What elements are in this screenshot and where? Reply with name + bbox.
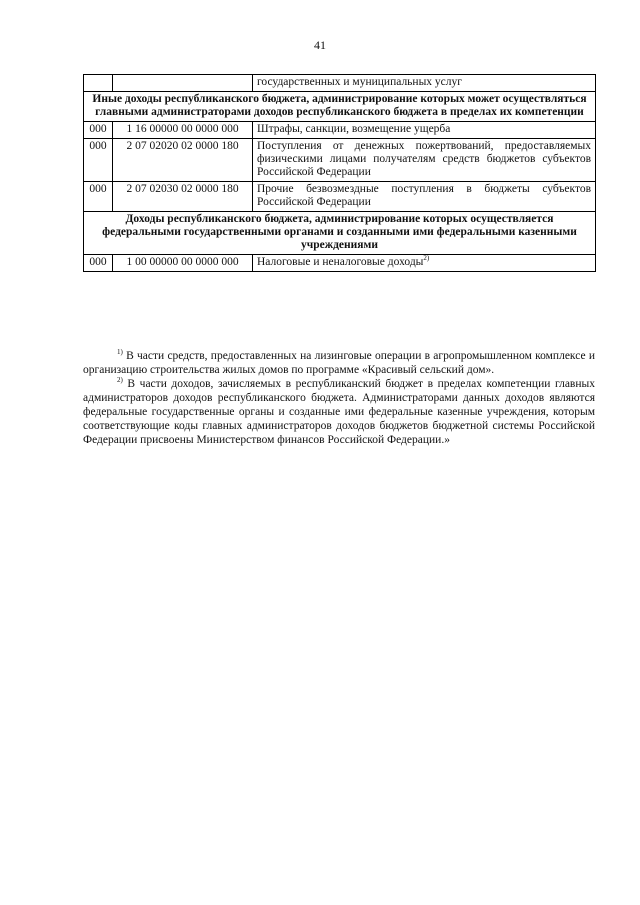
administrator-code-cell xyxy=(84,75,113,92)
table-row xyxy=(84,122,596,139)
budget-classification-code-cell: 2 07 02030 02 0000 180 xyxy=(113,182,253,212)
footnote xyxy=(83,377,595,447)
page-number: 41 xyxy=(314,38,326,52)
footnote-marker: 1) xyxy=(117,348,123,357)
administrator-code-cell: 000 xyxy=(84,182,113,212)
footnote-text: В части средств, предоставленных на лизинговые операции в агропромышленном комплексе и организацию строительства жилых домов по программе «Красивый сельский дом». xyxy=(83,350,595,376)
section-heading-row xyxy=(84,92,596,122)
footnotes xyxy=(83,349,595,447)
revenue-administrators-table xyxy=(83,74,596,272)
section-heading: Иные доходы республиканского бюджета, администрирование которых может осуществляться главными администраторами доходов республиканского бюджета в пределах их компетенции xyxy=(84,92,596,122)
revenue-description-cell xyxy=(253,122,596,139)
revenue-description-cell xyxy=(253,255,596,272)
revenue-description-cell xyxy=(253,182,596,212)
revenue-description: Штрафы, санкции, возмещение ущерба xyxy=(257,123,451,135)
revenue-description-cell xyxy=(253,139,596,182)
table-row xyxy=(84,75,596,92)
budget-classification-code-cell: 1 00 00000 00 0000 000 xyxy=(113,255,253,272)
footnote-marker: 2) xyxy=(117,376,123,385)
footnote-ref: 2) xyxy=(423,254,430,263)
revenue-description: Налоговые и неналоговые доходы xyxy=(257,256,424,268)
table-row xyxy=(84,182,596,212)
footnote xyxy=(83,349,595,377)
administrator-code-cell: 000 xyxy=(84,122,113,139)
revenue-description: Прочие безвозмездные поступления в бюджеты субъектов Российской Федерации xyxy=(257,183,591,208)
footnote-text: В части доходов, зачисляемых в республиканский бюджет в пределах компетенции главных администраторов доходов республиканского бюджета. Администраторами данных доходов являются федеральные государственные органы и созданные ими федеральные казенные учреждения, которым соответствующие коды главных администраторов доходов бюджетов бюджетной системы Российской Федерации присвоены Министерством финансов Российской Федерации.» xyxy=(83,378,595,446)
table-row xyxy=(84,255,596,272)
budget-classification-code-cell xyxy=(113,75,253,92)
revenue-description-cell xyxy=(253,75,596,92)
table-row xyxy=(84,139,596,182)
revenue-description: государственных и муниципальных услуг xyxy=(257,76,462,88)
budget-classification-code-cell: 1 16 00000 00 0000 000 xyxy=(113,122,253,139)
section-heading-row xyxy=(84,212,596,255)
section-heading: Доходы республиканского бюджета, администрирование которых осуществляется федеральными государственными органами и созданными ими федеральными казенными учреждениями xyxy=(84,212,596,255)
budget-classification-code-cell: 2 07 02020 02 0000 180 xyxy=(113,139,253,182)
administrator-code-cell: 000 xyxy=(84,139,113,182)
administrator-code-cell: 000 xyxy=(84,255,113,272)
revenue-description: Поступления от денежных пожертвований, предоставляемых физическими лицами получателям средств бюджетов субъектов Российской Федерации xyxy=(257,140,591,178)
